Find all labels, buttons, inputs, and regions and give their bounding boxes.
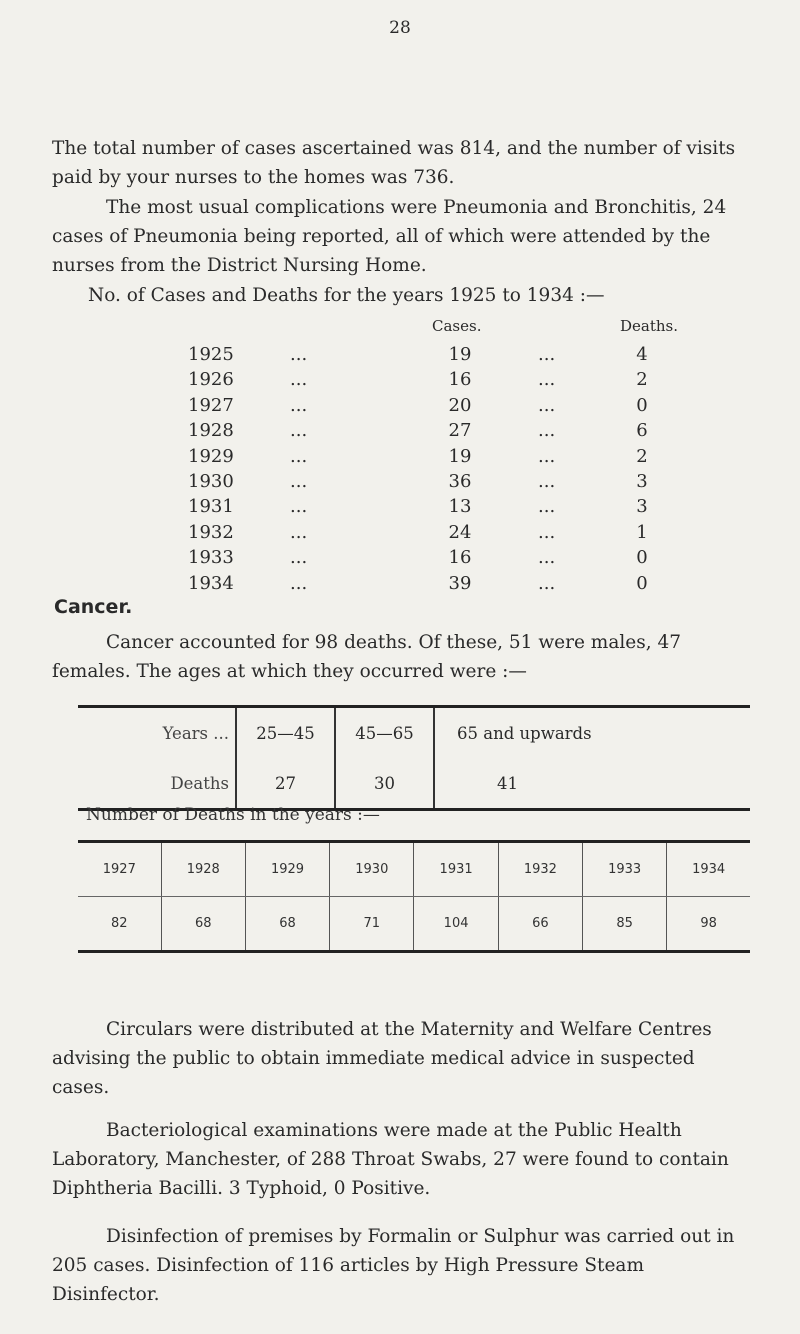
cases-deaths-row [0, 471, 800, 497]
cancer-paragraph: Cancer accounted for 98 deaths. Of these, 51 were males, 47 females. The ages at which they occurred were :— [52, 632, 682, 682]
deaths-cell: 66 [498, 897, 582, 952]
dots-leader: ... [290, 572, 308, 594]
year-cell: 1926 [188, 369, 234, 391]
deaths-cell: 3 [636, 471, 648, 492]
year-cell: 1928 [161, 842, 245, 897]
cases-deaths-row [0, 395, 800, 421]
deaths-cell: 98 [667, 897, 750, 952]
cases-deaths-row [0, 344, 800, 370]
cases-cell: 19 [448, 344, 472, 365]
year-cell: 1928 [188, 420, 234, 442]
deaths-cell: 1 [636, 521, 648, 543]
year-cell: 1930 [188, 471, 234, 492]
deaths-cell: 6 [636, 420, 648, 442]
cases-cell: 20 [448, 394, 472, 416]
deaths-cell: 2 [636, 445, 648, 467]
year-cell: 1927 [188, 394, 234, 416]
dots-leader: ... [290, 445, 308, 467]
year-cell: 1933 [188, 547, 234, 569]
cases-deaths-row [0, 547, 800, 573]
cases-cell: 36 [448, 471, 472, 492]
dots-leader: ... [290, 496, 308, 518]
year-cell: 1929 [245, 842, 329, 897]
cases-cell: 16 [448, 369, 472, 391]
cases-cell: 24 [448, 521, 472, 543]
age-group-cell: 65 and upwards [434, 707, 750, 759]
cases-cell: 16 [448, 547, 472, 569]
dots-leader: ... [290, 369, 308, 391]
cases-cell: 27 [448, 420, 472, 442]
cases-deaths-heading: No. of Cases and Deaths for the years 1925 to 1934 :— [88, 285, 605, 306]
age-deaths-table [78, 705, 750, 811]
cancer-heading: Cancer. [54, 596, 133, 618]
deaths-cell: 3 [636, 496, 648, 518]
deaths-cell: 0 [636, 572, 648, 594]
deaths-cell: 68 [161, 897, 245, 952]
year-cell: 1930 [330, 842, 414, 897]
deaths-row [78, 897, 750, 952]
dots-leader: ... [538, 420, 556, 442]
year-cell: 1934 [188, 572, 234, 594]
cases-cell: 19 [448, 445, 472, 467]
paragraph-disinfection: Disinfection of premises by Formalin or Sulphur was carried out in 205 cases. Disinfection of 116 articles by High Pressure Steam Disinfector. [52, 1226, 735, 1305]
deaths-cell: 30 [335, 758, 434, 810]
age-group-cell: 45—65 [335, 707, 434, 759]
deaths-cell: 2 [636, 369, 648, 391]
year-cell: 1927 [78, 842, 161, 897]
dots-leader: ... [290, 547, 308, 569]
deaths-cell: 27 [236, 758, 335, 810]
dots-leader: ... [538, 344, 556, 365]
age-group-cell: 25—45 [236, 707, 335, 759]
cases-cell: 39 [448, 572, 472, 594]
deaths-cell: 68 [245, 897, 329, 952]
deaths-cell: 41 [434, 758, 750, 810]
year-cell: 1934 [667, 842, 750, 897]
deaths-cell: 85 [583, 897, 667, 952]
dots-leader: ... [290, 344, 308, 365]
cases-deaths-row [0, 446, 800, 472]
deaths-cell: 71 [330, 897, 414, 952]
year-cell: 1931 [188, 496, 234, 518]
paragraph-total-cases: The total number of cases ascertained was 814, and the number of visits paid by your nurses to the homes was 736. [52, 138, 736, 188]
dots-leader: ... [538, 369, 556, 391]
dots-leader: ... [538, 572, 556, 594]
paragraph-complications: The most usual complications were Pneumonia and Bronchitis, 24 cases of Pneumonia being reported, all of which were attended by the nurses from the District Nursing Home. [52, 197, 727, 276]
deaths-years-label: Number of Deaths in the years :— [86, 805, 380, 825]
deaths-label: Deaths [170, 773, 229, 793]
dots-leader: ... [290, 394, 308, 416]
deaths-cell: 4 [636, 344, 648, 365]
dots-leader: ... [290, 420, 308, 442]
deaths-cell: 0 [636, 394, 648, 416]
cases-deaths-row [0, 573, 800, 599]
dots-leader: ... [538, 471, 556, 492]
cases-deaths-row [0, 369, 800, 395]
years-label: Years ... [162, 723, 229, 743]
dots-leader: ... [538, 445, 556, 467]
deaths-cell: 82 [111, 916, 128, 931]
dots-leader: ... [538, 394, 556, 416]
cases-deaths-row [0, 522, 800, 548]
paragraph-circulars: Circulars were distributed at the Maternity and Welfare Centres advising the public to obtain immediate medical advice in suspected cases. [52, 1019, 712, 1098]
year-cell: 1931 [414, 842, 498, 897]
page-number: 28 [389, 18, 411, 38]
cases-deaths-row [0, 496, 800, 522]
dots-leader: ... [538, 547, 556, 569]
year-cell: 1932 [188, 521, 234, 543]
year-cell: 1929 [188, 445, 234, 467]
dots-leader: ... [538, 521, 556, 543]
deaths-row [78, 758, 750, 810]
dots-leader: ... [290, 521, 308, 543]
paragraph-bacteriological: Bacteriological examinations were made at the Public Health Laboratory, Manchester, of 288 Throat Swabs, 27 were found to contain Diphtheria Bacilli. 3 Typhoid, 0 Positive. [52, 1120, 729, 1199]
deaths-cell: 104 [414, 897, 498, 952]
age-row [78, 707, 750, 759]
cases-cell: 13 [448, 496, 472, 518]
years-row [78, 842, 750, 897]
dots-leader: ... [290, 471, 308, 492]
dots-leader: ... [538, 496, 556, 518]
year-cell: 1932 [498, 842, 582, 897]
deaths-column-header: Deaths. [620, 317, 679, 335]
cases-deaths-row [0, 420, 800, 446]
year-cell: 1933 [583, 842, 667, 897]
deaths-by-year-table [78, 840, 750, 953]
year-cell: 1925 [188, 344, 234, 365]
cases-column-header: Cases. [432, 317, 482, 335]
deaths-cell: 0 [636, 547, 648, 569]
